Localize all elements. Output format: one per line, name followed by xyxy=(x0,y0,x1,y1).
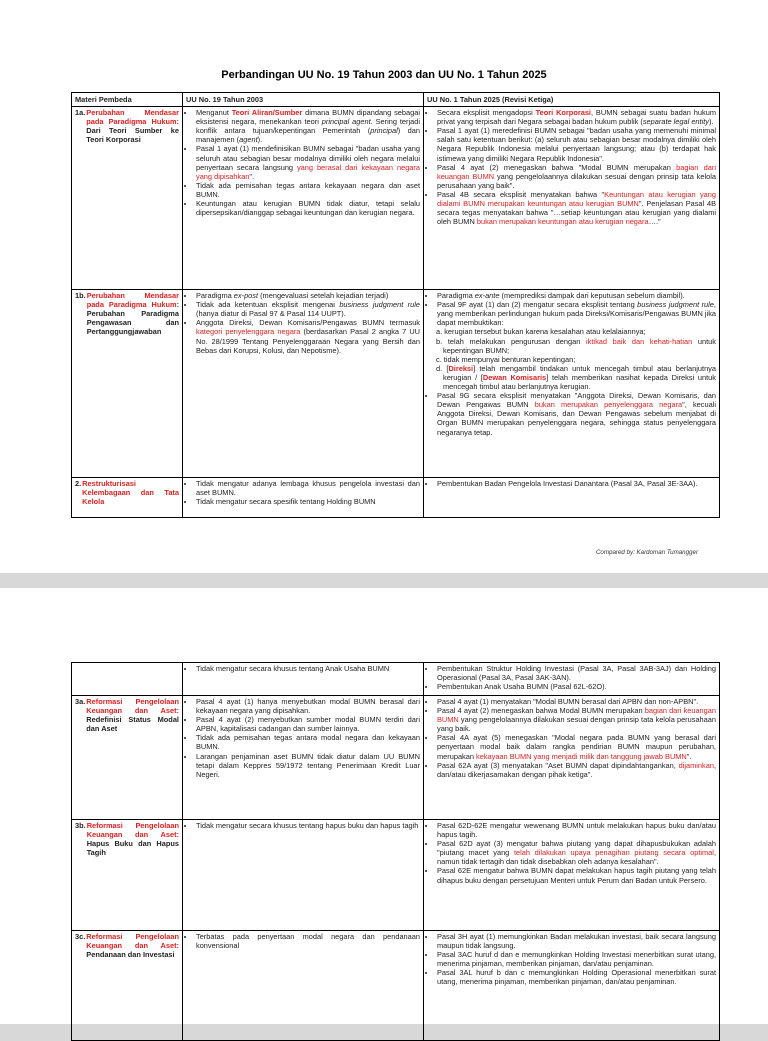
row-number: 1b. xyxy=(75,291,86,301)
text-segment: untuk kepentingan BUMN; xyxy=(443,336,716,355)
italic-term: ex-ante xyxy=(474,291,500,301)
bullet-list xyxy=(186,291,420,355)
document-title: Perbandingan UU No. 19 Tahun 2003 dan UU No. 1 Tahun 2025 xyxy=(221,69,547,81)
list-item xyxy=(436,839,716,866)
text-segment: Pasal 62A ayat (3) menyatakan "Aset BUMN dapat dipindahtangankan, xyxy=(437,760,679,770)
text-segment: Pasal 62E mengatur bahwa BUMN dapat melakukan hapus tagih piutang yang telah dihapus buku dengan persetujuan Menteri untuk Perum dan Badan untuk Persero. xyxy=(437,866,716,885)
text-segment: Pasal 4 ayat (1) menyatakan "Modal BUMN berasal dari APBN dan non-APBN". xyxy=(437,697,699,706)
text-segment: a. kerugian tersebut bukan karena kesalahan atau kelalaiannya; xyxy=(436,327,646,337)
row-number: 3b. xyxy=(75,821,86,830)
text-segment: Pasal 4A ayat (5) menegaskan "Modal negara pada BUMN yang berasal dari penyertaan modal baik dalam rangka pendirian BUMN maupun perubahan, merupakan xyxy=(437,733,716,761)
bullet-list xyxy=(186,108,420,217)
credit-line: Compared by: Kardoman Tumangger xyxy=(595,549,698,556)
text-segment: Pasal 4 ayat (1) hanya menyebutkan modal BUMN berasal dari kekayaan negara yang dipisahkan. xyxy=(196,697,420,716)
bullet-list xyxy=(427,664,716,691)
text-segment: Pasal 3AL huruf b dan c memungkinkan Holding Operasional menerbitkan surat utang, menerima pinjaman, memberikan pinjaman, dan/atau penjaminan. xyxy=(437,968,716,987)
materi-text xyxy=(87,291,179,336)
materi-text xyxy=(87,821,179,857)
condition-item xyxy=(427,355,716,364)
text-segment: Tidak mengatur secara khusus tentang hapus buku dan hapus tagih xyxy=(196,821,419,830)
text-segment: dimana BUMN dipandang sebagai eksistensi negara, menekankan teori xyxy=(196,108,420,127)
condition-item xyxy=(427,327,716,336)
list-item xyxy=(436,932,716,950)
text-segment: Pasal 4B secara eksplisit menyatakan bahwa " xyxy=(437,189,605,199)
text-segment: ". xyxy=(686,751,692,761)
table-header-row xyxy=(72,93,720,107)
row-new-cell xyxy=(424,107,720,290)
text-segment: Tidak mengatur secara spesifik tentang Holding BUMN xyxy=(196,497,376,507)
text-segment: Tidak ada pemisahan tegas antara modal negara dan kekayaan BUMN. xyxy=(196,733,420,752)
text-segment: Pasal 9F ayat (1) dan (2) mengatur secara eksplisit tentang xyxy=(437,300,638,310)
row-materi-cell xyxy=(72,290,183,478)
list-item xyxy=(436,968,716,986)
list-item xyxy=(195,144,420,180)
list-item xyxy=(436,733,716,760)
text-segment: Tidak mengatur adanya lembaga khusus pengelola investasi dan aset BUMN. xyxy=(196,479,420,498)
text-segment: Keuntungan atau kerugian BUMN tidak diatur, tetapi selalu dipersepsikan/dianggap sebagai keuntungan dan kerugian negara. xyxy=(196,199,420,218)
comparison-table-continued xyxy=(71,662,720,1041)
bullet-list xyxy=(186,821,420,830)
text-segment: Secara eksplisit mengadopsi xyxy=(437,108,536,118)
text-segment: Pembentukan Badan Pengelola Investasi Danantara (Pasal 3A, Pasal 3E-3AA). xyxy=(437,479,698,489)
materi-subtopic: Pendanaan dan Investasi xyxy=(86,950,175,960)
materi-subtopic: Dari Teori Sumber ke Teori Korporasi xyxy=(86,126,179,145)
text-segment: Pasal 4 ayat (2) menegaskan bahwa Modal BUMN merupakan xyxy=(437,706,645,716)
text-segment: Menganut xyxy=(196,108,232,118)
list-item xyxy=(195,181,420,199)
list-item xyxy=(436,391,716,436)
list-item xyxy=(436,126,716,162)
highlight-text: telah dilakukan upaya penagihan piutang secara optimal xyxy=(513,848,714,858)
row-new-cell xyxy=(424,696,720,820)
italic-term: business judgment rule xyxy=(637,300,714,310)
bullet-list xyxy=(427,108,716,226)
materi-topic: Reformasi Pengelolaan Keuangan dan Aset: xyxy=(86,697,179,716)
text-segment: d. [ xyxy=(436,363,449,373)
text-segment: Pasal 4 ayat (2) menyebutkan sumber modal BUMN terdiri dari APBN, kapitalisasi cadangan dan sumber lainnya. xyxy=(196,715,420,734)
list-item xyxy=(195,300,420,318)
text-segment: Paradigma xyxy=(196,291,234,301)
row-new-cell xyxy=(424,663,720,696)
text-segment: (hanya diatur di Pasal 97 & Pasal 114 UUPT). xyxy=(196,309,346,319)
materi-text xyxy=(86,932,179,959)
text-segment: Pasal 9G secara eksplisit menyatakan "Anggota Direksi, Dewan Komisaris, dan Dewan Pengawas BUMN xyxy=(437,391,716,410)
condition-item xyxy=(427,337,716,355)
page-2 xyxy=(0,588,768,1024)
text-segment: ". Penjelasan Pasal 4B secara tegas menyatakan bahwa "…setiap keuntungan atau kerugian yang dialami oleh BUMN xyxy=(437,199,716,227)
materi-subtopic: Hapus Buku dan Hapus Tagih xyxy=(86,839,179,858)
list-item xyxy=(195,497,420,506)
condition-item xyxy=(427,364,716,391)
highlight-text: dijaminkan xyxy=(678,760,714,770)
text-segment: Pasal 62D-62E mengatur wewenang BUMN untuk melakukan hapus buku dan/atau hapus tagih. xyxy=(437,821,716,840)
materi-label xyxy=(75,479,179,506)
materi-topic: Perubahan Mendasar pada Paradigma Hukum: xyxy=(86,108,179,127)
bullet-list xyxy=(427,821,716,885)
list-item xyxy=(195,664,420,673)
row-old-cell xyxy=(183,478,424,518)
text-segment: ] telah memberikan nasihat kepada Direksi untuk mencegah timbul atau berlanjutnya kerugian. xyxy=(443,372,716,392)
bullet-list xyxy=(186,664,420,673)
bullet-list xyxy=(427,291,716,327)
highlight-text: yang berasal dari kekayaan negara yang dipisahkan xyxy=(196,162,420,181)
text-segment: , yang memberikan perlindungan hukum pada Direksi/Komisaris/Pengawas BUMN jika dapat membuktikan: xyxy=(437,300,716,328)
bjr-bullets xyxy=(427,291,716,327)
list-item xyxy=(436,479,716,488)
highlight-term: Teori Aliran/Sumber xyxy=(231,108,303,118)
text-segment: (memprediksi dampak dari keputusan sebelum diambil). xyxy=(499,291,685,301)
highlight-text: iktikad baik dan kehati-hatian xyxy=(586,336,693,346)
list-item xyxy=(436,664,716,682)
row-new-cell xyxy=(424,931,720,1041)
text-segment: Pasal 1 ayat (1) meredefinisi BUMN sebagai "badan usaha yang memenuhi minimal salah satu ketentuan berikut: (a) seluruh atau sebagian besar modalnya dimiliki oleh Negara Republik Indonesia melalui penyertaan langsung; atau (b) terdapat hak istimewa yang dimiliki Negara Republik Indonesia". xyxy=(437,126,716,163)
row-new-cell xyxy=(424,290,720,478)
materi-topic: Reformasi Pengelolaan Keuangan dan Aset: xyxy=(86,821,179,840)
text-segment: yang pengelolaannya dilakukan sesuai dengan prinsip tata kelola perusahaan yang baik". xyxy=(437,171,716,190)
row-old-cell xyxy=(183,107,424,290)
materi-text xyxy=(86,697,179,733)
list-item xyxy=(436,697,716,706)
row-materi-cell xyxy=(72,931,183,1041)
highlight-term: Dewan Komisaris xyxy=(482,372,547,382)
list-item xyxy=(436,706,716,733)
table-row xyxy=(72,290,720,478)
text-segment: ] telah mengambil tindakan untuk mencegah timbul atau berlanjutnya kerugian / [ xyxy=(443,363,716,382)
materi-topic: Restrukturisasi Kelembagaan dan Tata Kelola xyxy=(82,479,179,507)
text-segment: Pasal 3AC huruf d dan e memungkinkan Holding Investasi menerbitkan surat utang, menerima pinjaman, memberikan pinjaman, dan/atau penjaminan. xyxy=(437,950,716,969)
materi-topic: Perubahan Mendasar pada Paradigma Hukum: xyxy=(86,291,179,310)
italic-term: agent xyxy=(239,135,258,145)
materi-label xyxy=(75,932,179,959)
text-segment: , BUMN sebagai suatu badan hukum privat yang terpisah dari Negara sebagai badan hukum publik ( xyxy=(437,108,716,127)
row-number: 2. xyxy=(75,479,82,489)
bullet-list xyxy=(186,697,420,779)
comparison-table xyxy=(71,92,720,518)
highlight-text: bukan merupakan keuntungan atau kerugian negara xyxy=(476,217,649,227)
highlight-term: Teori Korporasi xyxy=(535,108,591,118)
row-old-cell xyxy=(183,290,424,478)
italic-term: ex-post xyxy=(233,291,259,301)
bullet-list xyxy=(186,479,420,506)
materi-label xyxy=(75,108,179,144)
table-row xyxy=(72,696,720,820)
row-old-cell xyxy=(183,820,424,931)
list-item xyxy=(195,108,420,144)
row-new-cell xyxy=(424,478,720,518)
text-segment: (mengevaluasi setelah kejadian terjadi) xyxy=(258,291,389,301)
table-row xyxy=(72,820,720,931)
highlight-text: bukan merupakan penyelenggara negara xyxy=(534,400,683,410)
materi-topic: Reformasi Pengelolaan Keuangan dan Aset: xyxy=(86,932,179,951)
text-segment: ). xyxy=(257,135,263,145)
bullet-list xyxy=(427,479,716,488)
text-segment: Pasal 4 ayat (2) menegaskan bahwa "Modal BUMN merupakan xyxy=(437,162,677,172)
italic-term: business judgment rule xyxy=(339,300,420,310)
bullet-list xyxy=(186,932,420,950)
list-item xyxy=(195,318,420,354)
list-item xyxy=(195,291,420,300)
highlight-text: bagian dari keuangan BUMN xyxy=(437,706,716,725)
list-item xyxy=(436,866,716,884)
text-segment: Pasal 3H ayat (1) memungkinkan Badan melakukan investasi, baik secara langsung maupun tidak langsung. xyxy=(437,932,716,951)
list-item xyxy=(195,932,420,950)
text-segment: c. tidak mempunyai benturan kepentingan; xyxy=(436,354,576,364)
text-segment: Anggota Direksi, Dewan Komisaris/Pengawas BUMN termasuk xyxy=(196,318,420,328)
table-row xyxy=(72,663,720,696)
penyelenggara-bullets xyxy=(427,391,716,436)
materi-label xyxy=(75,821,179,857)
table-row xyxy=(72,478,720,518)
text-segment: , namun tidak tertagih dan tidak disebabkan oleh adanya kesalahan". xyxy=(437,848,716,867)
list-item xyxy=(195,752,420,779)
text-segment: (berdasarkan Pasal 2 angka 7 UU No. 28/1999 Tentang Penyelenggaraan Negara yang Bersih dan Bebas dari Korupsi, Kolusi, dan Nepotisme). xyxy=(196,327,420,355)
bullet-list xyxy=(427,697,716,779)
row-number: 3a. xyxy=(75,697,86,706)
list-item xyxy=(436,108,716,126)
row-materi-cell xyxy=(72,696,183,820)
materi-text xyxy=(86,108,179,144)
highlight-term: Direksi xyxy=(448,363,474,373)
row-materi-cell xyxy=(72,107,183,290)
row-materi-cell xyxy=(72,663,183,696)
list-item xyxy=(195,733,420,751)
row-old-cell xyxy=(183,931,424,1041)
materi-label xyxy=(75,291,179,336)
header-materi: Materi Pembeda xyxy=(72,93,183,107)
text-segment: Pembentukan Anak Usaha BUMN (Pasal 62L-62O). xyxy=(437,682,607,692)
text-segment: , dan/atau dikerjasamakan dengan pihak ketiga". xyxy=(437,760,716,779)
row-number: 1a. xyxy=(75,108,86,118)
list-item xyxy=(436,300,716,327)
text-segment: Pembentukan Struktur Holding Investasi (Pasal 3A, Pasal 3AB-3AJ) dan Holding Operasional (Pasal 3A, Pasal 3AK-3AN). xyxy=(437,664,716,683)
list-item xyxy=(195,821,420,830)
text-segment: Terbatas pada penyertaan modal negara dan pendanaan konvensional xyxy=(196,932,420,951)
materi-subtopic: Perubahan Paradigma Pengawasan dan Pertanggungjawaban xyxy=(86,309,179,337)
text-segment: ) dan manajemen ( xyxy=(196,126,420,145)
text-segment: ". xyxy=(249,171,255,181)
row-old-cell xyxy=(183,663,424,696)
list-item xyxy=(195,697,420,715)
row-new-cell xyxy=(424,820,720,931)
table-row xyxy=(72,931,720,1041)
list-item xyxy=(436,291,716,300)
row-number: 3c. xyxy=(75,932,86,941)
text-segment: yang pengelolaannya dilakukan sesuai dengan prinsip tata kelola perusahaan yang baik. xyxy=(437,715,716,734)
list-item xyxy=(436,821,716,839)
text-segment: ", kecuali Anggota Direksi, Dewan Komisaris, dan Dewan Pengawas sebelum menjabat di Organ BUMN merupakan penyelenggara negara, sehingga status penyelenggara negaranya tetap. xyxy=(437,400,716,437)
text-segment: . Sering terjadi konflik antara tujuan/kepentingan Pemerintah ( xyxy=(196,117,420,136)
italic-term: principal agent xyxy=(321,117,371,127)
materi-label xyxy=(75,697,179,733)
highlight-text: kategori penyelenggara negara xyxy=(196,327,301,337)
list-item xyxy=(436,190,716,226)
list-item xyxy=(436,761,716,779)
list-item xyxy=(436,163,716,190)
header-uu-2025: UU No. 1 Tahun 2025 (Revisi Ketiga) xyxy=(424,93,720,107)
bullet-list xyxy=(427,391,716,436)
row-materi-cell xyxy=(72,478,183,518)
text-segment: Tidak ada ketentuan eksplisit mengenai xyxy=(196,300,340,310)
list-item xyxy=(195,199,420,217)
text-segment: Paradigma xyxy=(437,291,475,301)
text-segment: Pasal 1 ayat (1) mendefinisikan BUMN sebagai "badan usaha yang seluruh atau sebagian besar modalnya dimiliki oleh negara melalui penyertaan secara langsung xyxy=(196,144,420,172)
text-segment: …." xyxy=(648,217,661,227)
italic-term: separate legal entity xyxy=(642,117,709,127)
text-segment: Pasal 62D ayat (3) mengatur bahwa piutang yang dapat dihapusbukukan adalah "piutang macet yang xyxy=(437,839,716,858)
highlight-text: Keuntungan atau kerugian yang dialami BUMN merupakan keuntungan atau kerugian BUMN xyxy=(437,189,716,209)
table-row xyxy=(72,107,720,290)
bjr-conditions xyxy=(427,327,716,391)
materi-text xyxy=(82,479,179,506)
header-uu-2003: UU No. 19 Tahun 2003 xyxy=(183,93,424,107)
text-segment: Tidak ada pemisahan tegas antara kekayaan negara dan aset BUMN. xyxy=(196,180,420,199)
list-item xyxy=(195,479,420,497)
highlight-text: bagian dari keuangan BUMN xyxy=(437,162,717,181)
materi-subtopic: Redefinisi Status Modal dan Aset xyxy=(86,715,179,734)
list-item xyxy=(436,682,716,691)
list-item xyxy=(195,715,420,733)
text-segment: ). xyxy=(709,117,714,127)
text-segment: Tidak mengatur secara khusus tentang Anak Usaha BUMN xyxy=(196,664,390,673)
highlight-text: kekayaan BUMN yang menjadi milik dan tanggung jawab BUMN xyxy=(476,751,687,761)
row-old-cell xyxy=(183,696,424,820)
text-segment: b. telah melakukan pengurusan dengan xyxy=(436,336,587,346)
bullet-list xyxy=(427,932,716,987)
row-materi-cell xyxy=(72,820,183,931)
italic-term: principal xyxy=(370,126,398,136)
text-segment: Larangan penjaminan aset BUMN tidak diatur dalam UU BUMN tetapi dalam Keppres 59/1972 tentang Penerimaan Kredit Luar Negeri. xyxy=(196,751,420,779)
list-item xyxy=(436,950,716,968)
